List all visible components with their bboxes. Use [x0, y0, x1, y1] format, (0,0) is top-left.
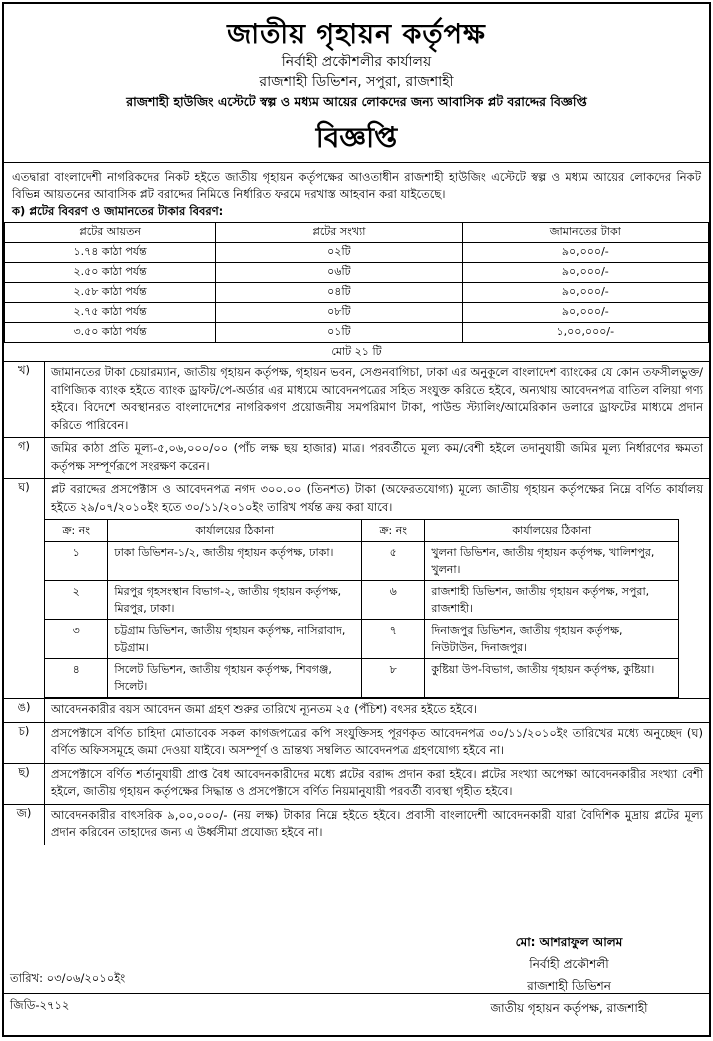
plot-deposit: ৯০,০০০/- [462, 303, 708, 323]
table-row [45, 620, 679, 659]
signature-block [469, 931, 669, 1019]
plot-size: ২.৫৮ কাঠা পর্যন্ত [5, 283, 216, 303]
table-row [5, 283, 709, 303]
clause-label: ছ) [4, 764, 45, 804]
table-row [45, 542, 679, 581]
plot-count: ০২টি [216, 243, 462, 263]
table-row [5, 303, 709, 323]
plot-size: ৩.৫০ কাঠা পর্যন্ত [5, 323, 216, 343]
plot-deposit: ৯০,০০০/- [462, 283, 708, 303]
table-row [45, 659, 679, 698]
clause-text: আবেদনকারীর বাৎসরিক ৯,০০,০০০/- (নয় লক্ষ) টাকার নিম্নে হইতে হইবে। প্রবাসী বাংলাদেশী আবেদনকারী যারা বৈদিশিক মুদ্রায় প্লটের মূল্য প্রদান করিবেন তাহাদের জন্য এ উর্ধ্বসীমা প্রযোজ্য হইবে না। [51, 807, 703, 839]
table-row [45, 581, 679, 620]
signatory-name: মো: আশরাফুল আলম [515, 935, 623, 949]
clause-uma [4, 699, 709, 723]
serial-number: ৮ [361, 659, 424, 698]
column-header: কার্যালয়ের ঠিকানা [108, 520, 362, 542]
table-row [5, 263, 709, 283]
notice-title: বিজ্ঞপ্তি [315, 121, 398, 154]
org-title: জাতীয় গৃহায়ন কর্তৃপক্ষ [227, 19, 486, 50]
notice-page [2, 2, 711, 1037]
signatory-designation: নির্বাহী প্রকৌশলী [529, 957, 609, 971]
office-address: কুষ্টিয়া উপ-বিভাগ, জাতীয় গৃহায়ন কর্তৃপক্ষ, কুষ্টিয়া। [425, 659, 679, 698]
plot-table-header [5, 223, 709, 243]
clause-label: ঘ) [4, 479, 45, 519]
serial-number: ৩ [45, 620, 108, 659]
plot-size: ২.৭৫ কাঠা পর্যন্ত [5, 303, 216, 323]
clause-text: প্লট বরাদ্দের প্রসপেক্টাস ও আবেদনপত্র নগদ ৩০০.০০ (তিনশত) টাকা (অফেরতযোগ্য) মূল্যে জাতীয় গৃহায়ন কর্তৃপক্ষের নিম্নে বর্ণিত কার্যালয় হইতে ২৯/০৭/২০১০ইং হতে ৩০/১১/২০১০ইং তারিখ পর্যন্ত ক্রয় করা যাবে। [51, 482, 703, 514]
table-row [5, 243, 709, 263]
office-address: চট্টগ্রাম ডিভিশন, জাতীয় গৃহায়ন কর্তৃপক্ষ, নাসিরাবাদ, চট্টগ্রাম। [108, 620, 362, 659]
clause-text: জামানতের টাকা চেয়ারম্যান, জাতীয় গৃহায়ন কর্তৃপক্ষ, গৃহায়ন ভবন, সেগুনবাগিচা, ঢাকা এর অনুকূলে বাংলাদেশ ব্যাংকের যে কোন তফসীলভুক্ত/বাণিজ্যিক ব্যাংক হইতে ব্যাংক ড্রাফট/পে-অর্ডার এর মাধ্যমে আবেদনপত্রের সহিত সংযুক্ত করিতে হইবে, অন্যথায় আবেদনপত্র বাতিল বলিয়া গণ্য হইবে। বিদেশে অবস্থানরত বাংলাদেশের নাগরিকগণ প্রয়োজনীয় সমপরিমাণ টাকা, পাউন্ড স্ট্যালিং/আমেরিকান ডলারে ড্রাফটের মাধ্যমে প্রদান করিতে পারিবেন। [51, 365, 703, 432]
column-header: প্লটের আয়তন [5, 223, 216, 243]
intro-paragraph: এতদ্বারা বাংলাদেশী নাগরিকদের নিকট হইতে জাতীয় গৃহায়ন কর্তৃপক্ষের আওতাধীন রাজশাহী হাউজিং এস্টেটে স্বল্প ও মধ্যম আয়ের লোকদের নিকট বিভিন্ন আয়তনের আবাসিক প্লট বরাদ্দের নিমিত্তে নির্ধারিত ফরমে দরখাস্ত আহবান করা যাইতেছে। [12, 170, 701, 201]
clause-ja [4, 805, 709, 845]
clause-label: চ) [4, 723, 45, 763]
column-header: কার্যালয়ের ঠিকানা [425, 520, 679, 542]
issue-date: তারিখ: ০৩/০৬/২০১০ইং [10, 971, 126, 985]
office-table-header [45, 520, 679, 542]
plot-table [4, 222, 709, 343]
signatory-division: রাজশাহী ডিভিশন [527, 979, 611, 993]
clause-label: জ) [4, 805, 45, 845]
column-header: প্লটের সংখ্যা [216, 223, 462, 243]
clause-gha [4, 479, 709, 519]
plot-count: ০৮টি [216, 303, 462, 323]
signatory-org: জাতীয় গৃহায়ন কর্তৃপক্ষ, রাজশাহী [490, 1001, 648, 1015]
clause-cha [4, 723, 709, 764]
column-header: ক্র: নং [361, 520, 424, 542]
office-address: ঢাকা ডিভিশন-১/২, জাতীয় গৃহায়ন কর্তৃপক্ষ, ঢাকা। [108, 542, 362, 581]
footer-divider [4, 993, 709, 994]
serial-number: ১ [45, 542, 108, 581]
serial-number: ২ [45, 581, 108, 620]
plot-total: মোট ২১ টি [4, 343, 709, 362]
serial-number: ৭ [361, 620, 424, 659]
office-table-wrap [4, 519, 709, 699]
subject-line: রাজশাহী হাউজিং এস্টেটে স্বল্প ও মধ্যম আয়ের লোকদের জন্য আবাসিক প্লট বরাদ্দের বিজ্ঞপ্তি [126, 94, 587, 109]
office-address: রাজশাহী ডিভিশন, জাতীয় গৃহায়ন কর্তৃপক্ষ, সপুরা, রাজশাহী। [425, 581, 679, 620]
plot-deposit: ৯০,০০০/- [462, 243, 708, 263]
plot-count: ০৬টি [216, 263, 462, 283]
clause-ga [4, 438, 709, 479]
division-address: রাজশাহী ডিভিশন, সপুরা, রাজশাহী [259, 74, 454, 90]
clause-label: ঙ) [4, 699, 45, 722]
office-address: মিরপুর গৃহসংস্থান বিভাগ-২, জাতীয় গৃহায়ন কর্তৃপক্ষ, মিরপুর, ঢাকা। [108, 581, 362, 620]
clause-text: প্রসপেক্টাসে বর্ণিত চাহিদা মোতাবেক সকল কাগজপত্রের কপি সংযুক্তিসহ পূরণকৃত আবেদনপত্র ৩০/১১/২০১০ইং তারিখের মধ্যে অনুচ্ছেদ (ঘ) বর্ণিত অফিসসমূহে জমা দেওয়া যাইবে। অসম্পূর্ণ ও ভ্রান্তথ্য সম্বলিত আবেদনপত্র গ্রহণযোগ্য হইবে না। [51, 725, 703, 757]
office-address: সিলেট ডিভিশন, জাতীয় গৃহায়ন কর্তৃপক্ষ, শিবগঞ্জ, সিলেট। [108, 659, 362, 698]
header [4, 18, 709, 158]
clause-label: গ) [4, 438, 45, 478]
office-address: দিনাজপুর ডিভিশন, জাতীয় গৃহায়ন কর্তৃপক্ষ, নিউটাউন, দিনাজপুর। [425, 620, 679, 659]
table-row [5, 323, 709, 343]
serial-number: ৬ [361, 581, 424, 620]
clause-text: আবেদনকারীর বয়স আবেদন জমা গ্রহণ শুরুর তারিখে ন্যূনতম ২৫ (পঁচিশ) বৎসর হইতে হইবে। [51, 702, 478, 716]
clause-text: জমির কাঠা প্রতি মূল্য-৫,০৬,০০০/০০ (পাঁচ লক্ষ ছয় হাজার) মাত্র। পরবর্তীতে মূল্য কম/বেশী হইলে তদানুযায়ী জমির মূল্য নির্ধারণের ক্ষমতা কর্তৃপক্ষ সম্পূর্ণরূপে সংরক্ষণ করেন। [51, 441, 703, 473]
gd-number: জিডি-২৭১২ [10, 998, 70, 1012]
office-table [44, 519, 679, 698]
section-k-heading: ক) প্লটের বিবরণ ও জামানতের টাকার বিবরণ: [12, 204, 224, 218]
clause-label: খ) [4, 362, 45, 437]
office-address: খুলনা ডিভিশন, জাতীয় গৃহায়ন কর্তৃপক্ষ, খালিশপুর, খুলনা। [425, 542, 679, 581]
plot-deposit: ৯০,০০০/- [462, 263, 708, 283]
clause-kha [4, 362, 709, 438]
office-name: নির্বাহী প্রকৌশলীর কার্যালয় [281, 54, 432, 70]
plot-size: ২.৫০ কাঠা পর্যন্ত [5, 263, 216, 283]
plot-size: ১.৭৪ কাঠা পর্যন্ত [5, 243, 216, 263]
serial-number: ৪ [45, 659, 108, 698]
serial-number: ৫ [361, 542, 424, 581]
plot-count: ০৪টি [216, 283, 462, 303]
column-header: ক্র: নং [45, 520, 108, 542]
plot-count: ০১টি [216, 323, 462, 343]
clause-chha [4, 764, 709, 805]
clause-text: প্রসপেক্টাসে বর্ণিত শর্তানুযায়ী প্রাপ্ত বৈধ আবেদনকারীদের মধ্যে প্লটের বরাদ্দ প্রদান করা হইবে। প্লটের সংখ্যা অপেক্ষা আবেদনকারীর সংখ্যা বেশী হইলে, জাতীয় গৃহায়ন কর্তৃপক্ষের সিদ্ধান্ত ও প্রসপেক্টাসে বর্ণিত নিয়মানুযায়ী পরবর্তী ব্যবস্থা গৃহীত হইবে। [51, 766, 703, 798]
column-header: জামানতের টাকা [462, 223, 708, 243]
plot-deposit: ১,০০,০০০/- [462, 323, 708, 343]
